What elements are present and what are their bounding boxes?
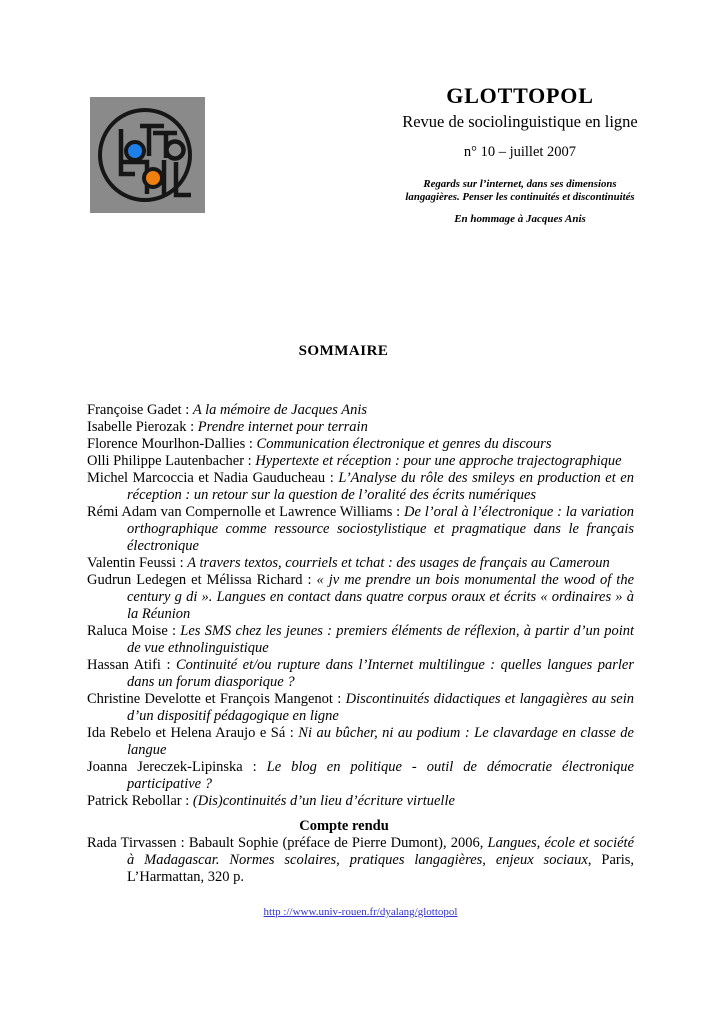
homage-line: En hommage à Jacques Anis [454, 213, 586, 225]
toc-entry-author: Rémi Adam van Compernolle et Lawrence Williams [87, 504, 393, 520]
toc-entry-title: Le blog en politique - outil de démocratie électronique participative ? [127, 759, 634, 792]
logo-orange-dot [144, 169, 162, 187]
toc-entry-author: Joanna Jereczek-Lipinska [87, 759, 243, 775]
toc-entry-author: Gudrun Ledegen et Mélissa Richard [87, 572, 303, 588]
toc-entry-title: Communication électronique et genres du discours [256, 436, 552, 452]
toc-entry-separator: : [181, 402, 193, 418]
toc-entry [87, 504, 634, 555]
toc-entry-title: « jv me prendre un bois monumental the wood of the century g di ». Langues en contact dans quatre corpus oraux et écrits « ordinaires » à la Réunion [127, 572, 635, 622]
toc-entry [87, 470, 634, 504]
compte-rendu-heading: Compte rendu [299, 818, 389, 834]
toc-entry-author: Patrick Rebollar [87, 793, 182, 809]
toc-entry [87, 657, 634, 691]
toc-entry-separator: : [186, 419, 198, 435]
toc-entry-title: Continuité et/ou rupture dans l’Internet multilingue : quelles langues parler dans un forum diasporique ? [127, 657, 634, 690]
toc-entry-author: Isabelle Pierozak [87, 419, 187, 435]
toc-entry-title: Les SMS chez les jeunes : premiers éléments de réflexion, à partir d’un point de vue ethnolinguistique [127, 623, 635, 656]
toc-entry-separator: : [160, 657, 176, 673]
table-of-contents [87, 402, 634, 921]
toc-entry [87, 419, 634, 436]
compte-rendu-entry [87, 835, 634, 886]
toc-entry [87, 623, 634, 657]
compte-rendu-author: Rada Tirvassen [87, 835, 177, 851]
toc-entry [87, 453, 634, 470]
toc-entry-separator: : [244, 453, 256, 469]
toc-entry [87, 793, 634, 810]
toc-entry-title: Discontinuités didactiques et langagières au sein d’un dispositif pédagogique en ligne [127, 691, 634, 724]
toc-entry-separator: : [245, 436, 257, 452]
toc-entry-author: Françoise Gadet [87, 402, 182, 418]
toc-entry-separator: : [285, 725, 299, 741]
toc-entry-author: Raluca Moise [87, 623, 168, 639]
toc-entry-separator: : [325, 470, 339, 486]
toc-entry-title: L’Analyse du rôle des smileys en production et en réception : un retour sur la question de l’oralité des écrits numériques [127, 470, 634, 503]
toc-entry-title: Hypertexte et réception : pour une approche trajectographique [255, 453, 622, 469]
issue-theme [330, 178, 710, 204]
toc-entry-author: Florence Mourlhon-Dallies [87, 436, 246, 452]
toc-entry [87, 725, 634, 759]
toc-entry-separator: : [392, 504, 405, 520]
glottopol-logo-image [90, 97, 205, 213]
toc-entry-separator: : [302, 572, 317, 588]
journal-title: GLOTTOPOL [446, 83, 594, 108]
toc-entry [87, 759, 634, 793]
journal-url-link[interactable]: http ://www.univ-rouen.fr/dyalang/glottopol [263, 906, 458, 918]
compte-rendu-book-title: Langues, école et société à Madagascar. Normes scolaires, pratiques langagières, enjeux sociaux [127, 835, 634, 868]
toc-entry [87, 555, 634, 572]
toc-entry-separator: : [242, 759, 267, 775]
toc-entry [87, 572, 634, 623]
toc-entry-author: Hassan Atifi [87, 657, 161, 673]
logo-blue-dot [126, 142, 144, 160]
toc-entry-title: De l’oral à l’électronique : la variation orthographique comme ressource sociostylistique et pragmatique dans le français électronique [127, 504, 635, 554]
compte-rendu-separator: : [176, 835, 189, 851]
issue-theme-line-2: langagières. Penser les continuités et discontinuités [405, 191, 635, 203]
glottopol-logo [90, 97, 205, 213]
sommaire-heading: SOMMAIRE [298, 343, 389, 359]
toc-entry-author: Ida Rebelo et Helena Araujo e Sá [87, 725, 286, 741]
toc-entry-title: Prendre internet pour terrain [197, 419, 368, 435]
toc-entry [87, 436, 634, 453]
toc-entry-author: Michel Marcoccia et Nadia Gauducheau [87, 470, 326, 486]
toc-entry-separator: : [332, 691, 346, 707]
issue-theme-line-1: Regards sur l’internet, dans ses dimensions [423, 178, 617, 190]
issue-number: n° 10 – juillet 2007 [463, 144, 577, 160]
toc-entry-title: (Dis)continuités d’un lieu d’écriture virtuelle [192, 793, 455, 809]
toc-entry-separator: : [167, 623, 181, 639]
journal-subtitle: Revue de sociolinguistique en ligne [402, 112, 638, 131]
toc-entry [87, 402, 634, 419]
toc-entry-separator: : [176, 555, 188, 571]
footer [87, 903, 634, 921]
toc-entry-title: A la mémoire de Jacques Anis [192, 402, 368, 418]
toc-entry-title: A travers textos, courriels et tchat : des usages de français au Cameroun [187, 555, 610, 571]
toc-entry-author: Valentin Feussi [87, 555, 177, 571]
toc-entry [87, 691, 634, 725]
compte-rendu-publisher: , Paris, L’Harmattan, 320 p. [127, 852, 635, 885]
compte-rendu-reference: Babault Sophie (préface de Pierre Dumont), 2006, [188, 835, 488, 851]
toc-entry-separator: : [181, 793, 193, 809]
toc-entry-author: Olli Philippe Lautenbacher [87, 453, 245, 469]
toc-entry-author: Christine Develotte et François Mangenot [87, 691, 333, 707]
toc-entry-title: Ni au bûcher, ni au podium : Le clavardage en classe de langue [127, 725, 634, 758]
journal-header [330, 84, 710, 226]
